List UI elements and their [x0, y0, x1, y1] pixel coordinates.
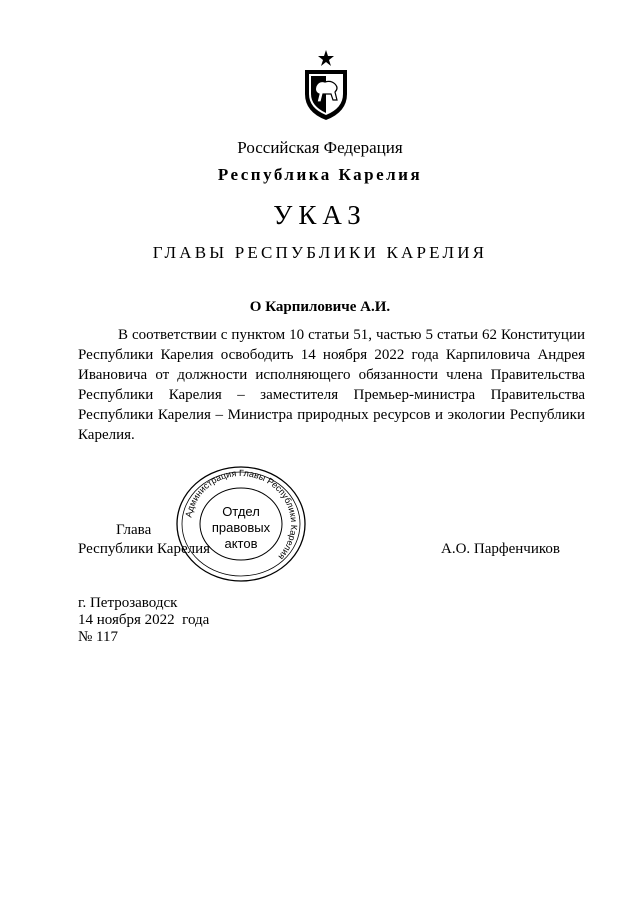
signer-title: Глава — [116, 522, 152, 538]
document-type: УКАЗ — [273, 200, 367, 230]
decree-body-text: В соответствии с пунктом 10 статьи 51, частью 5 статьи 62 Конституции Республики Карелия освободить 14 ноября 2022 года Карпиловича Андрея Ивановича от должности исполняющего обязанности члена Правительства Республики Карелия – заместителя Премьер-министра Правительства Республики Карелия – Министра природных ресурсов и экологии Республики Карелия. — [78, 327, 585, 443]
stamp-line-2: правовых — [211, 520, 271, 535]
document-subject: О Карпиловиче А.И. — [249, 299, 391, 315]
decree-number: № 117 — [78, 629, 119, 645]
stamp-line-1: Отдел — [222, 504, 260, 519]
document-issuer: ГЛАВЫ РЕСПУБЛИКИ КАРЕЛИЯ — [152, 243, 488, 262]
republic-name: Республика Карелия — [217, 165, 423, 184]
signing-date: 14 ноября 2022 года — [78, 612, 210, 628]
coat-of-arms-icon — [301, 50, 351, 120]
signer-organization: Республики Карелия — [78, 541, 211, 557]
official-stamp — [173, 464, 309, 584]
signing-place: г. Петрозаводск — [78, 595, 178, 611]
signer-name: А.О. Парфенчиков — [441, 541, 560, 557]
country-name: Российская Федерация — [237, 138, 403, 157]
stamp-line-3: актов — [224, 536, 258, 551]
stamp-ring-text: Администрация Главы Республики Карелия — [183, 467, 300, 562]
